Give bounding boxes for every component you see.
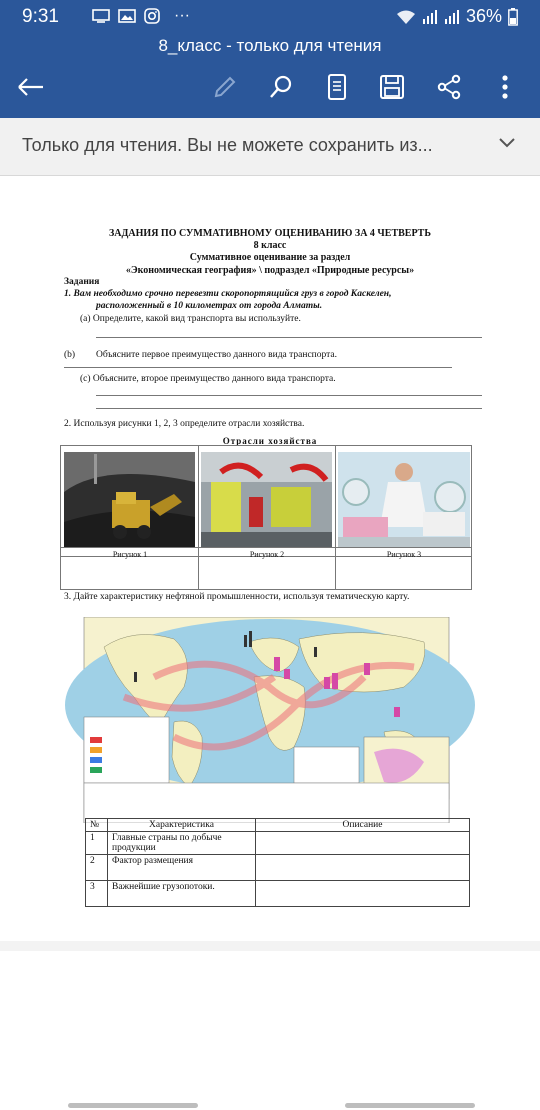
screen-icon (92, 9, 110, 23)
task1-line1: 1. Вам необходимо срочно перевезти скоропортящийся груз в город Каскелен, (64, 289, 392, 299)
image-icon (118, 9, 136, 23)
document-canvas (0, 177, 540, 1110)
notification-icons (92, 7, 190, 25)
figure-3-laundry-photo (338, 452, 470, 547)
figure-answer-row (60, 556, 472, 590)
task2: 2. Используя рисунки 1, 2, 3 определите отрасли хозяйства. (64, 419, 305, 429)
task1-c: (c) Объясните, второе преимущество данного вида транспорта. (80, 374, 336, 384)
table-row (86, 855, 470, 881)
figure-2-label: Рисунок 2 (249, 550, 285, 559)
row-characteristic: Фактор размещения (108, 855, 256, 881)
task1-b-letter: (b) (64, 350, 76, 360)
table-header-row (86, 819, 470, 832)
answer-line (96, 408, 482, 409)
app-bar (0, 0, 540, 118)
figure-table (60, 445, 472, 557)
doc-heading-2: 8 класс (253, 240, 287, 251)
table-row (86, 832, 470, 855)
wifi-icon (396, 9, 416, 25)
characteristics-table (85, 818, 470, 907)
figure-3-label: Рисунок 3 (386, 550, 422, 559)
answer-line (96, 395, 482, 396)
pencil-icon[interactable] (210, 70, 240, 104)
row-description[interactable] (256, 855, 470, 881)
row-number: 1 (86, 832, 108, 855)
search-icon[interactable] (266, 70, 296, 104)
doc-heading-3: Суммативное оценивание за раздел (189, 252, 351, 263)
doc-heading-4: «Экономическая география» \ подраздел «Природные ресурсы» (125, 265, 415, 276)
table-row (86, 881, 470, 907)
column-header-description: Описание (256, 819, 470, 832)
nav-pill-left (68, 1103, 198, 1108)
more-vert-icon[interactable] (490, 70, 520, 104)
task3: 3. Дайте характеристику нефтяной промышленности, используя тематическую карту. (64, 592, 410, 602)
answer-line (64, 367, 452, 368)
nav-pill-right (345, 1103, 475, 1108)
battery-icon (508, 8, 518, 26)
task1-a: (a) Определите, какой вид транспорта вы используйте. (80, 314, 301, 324)
task1-line2: расположенный в 10 километрах от города Алматы. (96, 301, 323, 311)
document-title: 8_класс - только для чтения (158, 36, 382, 55)
column-header-characteristic: Характеристика (108, 819, 256, 832)
row-number: 3 (86, 881, 108, 907)
figure-table-caption: Отрасли хозяйства (222, 436, 318, 446)
chevron-down-icon[interactable] (498, 136, 516, 150)
row-description[interactable] (256, 832, 470, 855)
row-characteristic: Главные страны по добыче продукции (108, 832, 256, 855)
signal-icon (422, 9, 438, 25)
readonly-banner[interactable] (0, 118, 540, 176)
battery-level: 36% (465, 6, 502, 26)
oil-industry-map (64, 617, 476, 823)
figure-1-mining-photo (64, 452, 195, 547)
doc-heading-1: ЗАДАНИЯ ПО СУММАТИВНОМУ ОЦЕНИВАНИЮ ЗА 4 ЧЕТВЕРТЬ (109, 228, 431, 239)
save-icon[interactable] (377, 70, 407, 104)
back-arrow-icon[interactable] (16, 70, 46, 104)
document-page-2 (0, 951, 540, 1110)
share-icon[interactable] (434, 70, 464, 104)
task1-b: Объясните первое преимущество данного вида транспорта. (96, 350, 337, 360)
tasks-label: Задания (64, 277, 100, 287)
more-notifications: ··· (174, 7, 190, 24)
row-description[interactable] (256, 881, 470, 907)
status-bar (0, 0, 540, 34)
row-number: 2 (86, 855, 108, 881)
system-status (396, 6, 518, 27)
row-characteristic: Важнейшие грузопотоки. (108, 881, 256, 907)
instagram-icon (144, 8, 160, 24)
status-time: 9:31 (22, 6, 59, 27)
column-header-number: № (86, 819, 108, 832)
answer-line (96, 337, 482, 338)
signal-icon-2 (444, 9, 460, 25)
figure-1-label: Рисунок 1 (112, 550, 148, 559)
reading-view-icon[interactable] (322, 70, 352, 104)
figure-2-factory-photo (201, 452, 332, 547)
readonly-message: Только для чтения. Вы не можете сохранить из... (22, 135, 433, 155)
